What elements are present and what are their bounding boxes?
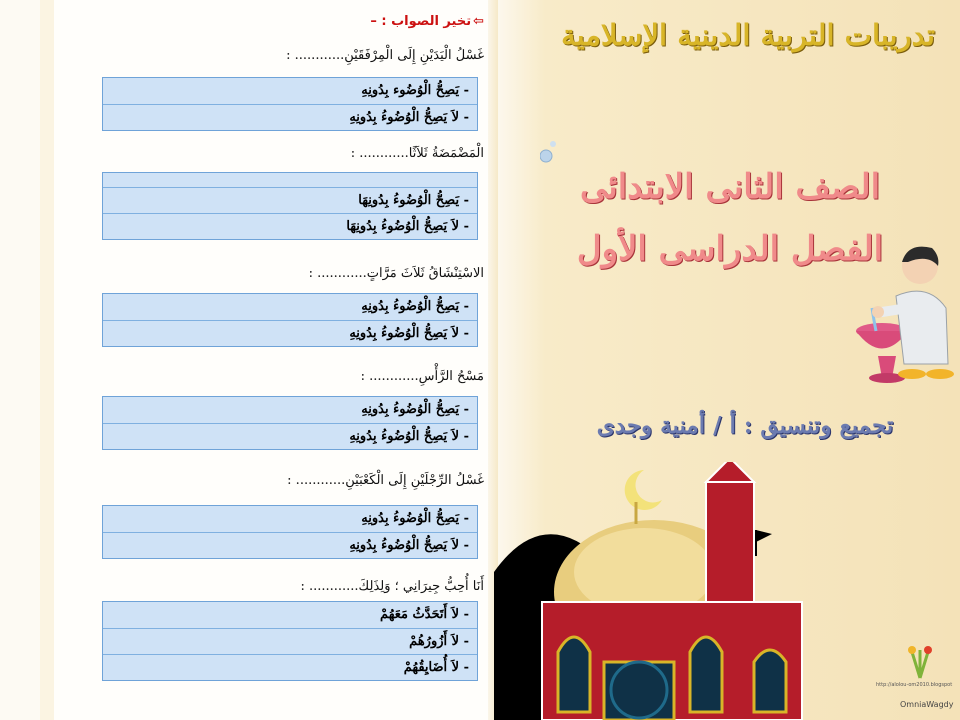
- arrow-left-icon: ⇦: [473, 14, 484, 29]
- question-6-options: [102, 601, 478, 681]
- logo-url: http://alolou-om2010.blogspot: [876, 682, 953, 688]
- question-3-options: [102, 293, 478, 347]
- author-credit: تجميع وتنسيق : أ / أمنية وجدى: [596, 412, 894, 439]
- option-6-1[interactable]: - لاَ أَتَحَدَّثُ مَعَهُمْ: [380, 607, 469, 622]
- option-5-2[interactable]: - لاَ يَصِحُّ الْوُضُوءُ بِدُونِهِ: [103, 532, 477, 558]
- question-2-prompt: الْمَضْمَضَةُ ثَلاَثًا............ :: [350, 146, 484, 161]
- option-4-2[interactable]: - لاَ يَصِحُّ الْوُضُوءُ بِدُونِهِ: [103, 423, 477, 449]
- option-3-2[interactable]: - لاَ يَصِحُّ الْوُضُوءُ بِدُونِهِ: [103, 320, 477, 346]
- option-2-blank: [103, 173, 477, 187]
- option-1-1[interactable]: - يَصِحُّ الْوُضُوء بِدُونِهِ: [361, 83, 469, 98]
- question-1-options: [102, 77, 478, 131]
- instruction-heading: [370, 14, 484, 29]
- question-5-prompt: غَسْلُ الرِّجْلَيْنِ إِلَى الْكَعْبَيْنِ............ :: [287, 473, 484, 488]
- option-5-1[interactable]: - يَصِحُّ الْوُضُوءُ بِدُونِهِ: [361, 511, 469, 526]
- grade-line-2: الفصل الدراسى الأول: [576, 229, 884, 269]
- question-2-options: [102, 172, 478, 240]
- cover-title: تدريبات التربية الدينية الإسلامية: [561, 18, 935, 52]
- site-logo-icon: [900, 644, 940, 682]
- option-2-1[interactable]: - يَصِحُّ الْوُضُوءُ بِدُونِهَا: [103, 187, 477, 213]
- option-6-2[interactable]: - لاَ أَزُورُهُمْ: [103, 628, 477, 654]
- option-4-1[interactable]: - يَصِحُّ الْوُضُوءُ بِدُونِهِ: [361, 402, 469, 417]
- question-1-prompt: غَسْلُ الْيَدَيْنِ إِلَى الْمِرْفَقَيْنِ............ :: [286, 48, 484, 63]
- option-6-3[interactable]: - لاَ أُضَايِقُهُمْ: [103, 654, 477, 680]
- option-3-1[interactable]: - يَصِحُّ الْوُضُوءُ بِدُونِهِ: [361, 299, 469, 314]
- grade-line-1: الصف الثانى الابتدائى: [579, 167, 881, 207]
- question-4-options: [102, 396, 478, 450]
- question-4-prompt: مَسْحُ الرَّأْسِ............ :: [360, 369, 484, 384]
- page-binding: [40, 0, 54, 720]
- question-3-prompt: الاسْتِنْشَاقُ ثَلاَثَ مَرَّاتٍ............ :: [308, 266, 484, 281]
- mosque-illustration: [494, 462, 894, 720]
- option-2-2[interactable]: - لاَ يَصِحُّ الْوُضُوءُ بِدُونِهَا: [103, 213, 477, 239]
- question-6-prompt: أَنَا أُحِبُّ جِيرَانِي ؛ وَلِذَلِكَ............ :: [300, 579, 484, 594]
- instruction-text: تخير الصواب : –: [370, 14, 472, 29]
- logo-name: OmniaWagdy: [900, 700, 954, 709]
- boy-ablution-illustration: [848, 236, 960, 386]
- question-5-options: [102, 505, 478, 559]
- option-1-2[interactable]: - لاَ يَصِحُّ الْوُضُوءُ بِدُونِهِ: [103, 104, 477, 130]
